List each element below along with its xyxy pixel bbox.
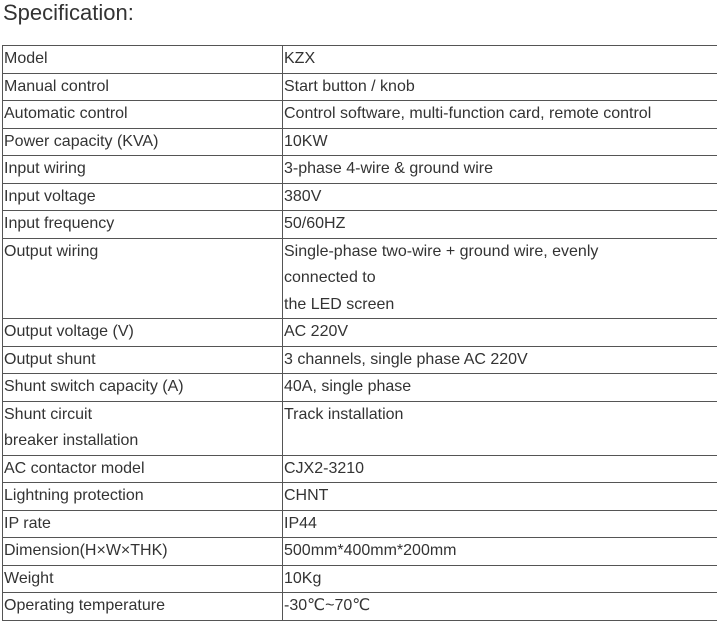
table-row bbox=[3, 46, 717, 74]
table-row bbox=[3, 483, 717, 511]
spec-value: Start button / knob bbox=[284, 77, 415, 95]
spec-value-cell bbox=[283, 128, 717, 156]
spec-label-cell bbox=[3, 346, 283, 374]
spec-label: Output shunt bbox=[4, 350, 96, 368]
spec-label: Input voltage bbox=[4, 187, 96, 205]
spec-label: breaker installation bbox=[4, 432, 139, 449]
specification-table-body bbox=[3, 46, 717, 621]
spec-value-cell bbox=[283, 455, 717, 483]
spec-label-cell bbox=[3, 565, 283, 593]
spec-label-cell bbox=[3, 319, 283, 347]
spec-value-cell bbox=[283, 238, 717, 319]
table-row bbox=[3, 593, 717, 621]
spec-label-cell bbox=[3, 483, 283, 511]
spec-value: 3 channels, single phase AC 220V bbox=[284, 350, 528, 368]
spec-value-cell bbox=[283, 183, 717, 211]
spec-value-cell bbox=[283, 483, 717, 511]
spec-value: 10KW bbox=[284, 132, 328, 150]
table-row bbox=[3, 401, 717, 455]
spec-value: AC 220V bbox=[284, 323, 349, 340]
spec-value: connected to bbox=[284, 269, 376, 286]
table-row bbox=[3, 346, 717, 374]
spec-label: Input frequency bbox=[4, 215, 115, 232]
table-row bbox=[3, 128, 717, 156]
spec-label-cell bbox=[3, 593, 283, 621]
spec-value: CJX2-3210 bbox=[284, 459, 365, 477]
spec-label: Output wiring bbox=[4, 242, 99, 260]
table-row bbox=[3, 183, 717, 211]
spec-value: 40A, single phase bbox=[284, 378, 412, 395]
spec-value: Single-phase two-wire + ground wire, evenly bbox=[284, 242, 599, 260]
table-row bbox=[3, 73, 717, 101]
spec-label-cell bbox=[3, 128, 283, 156]
spec-label: Operating temperature bbox=[4, 597, 165, 614]
spec-value-cell bbox=[283, 101, 717, 129]
spec-label-cell bbox=[3, 401, 283, 455]
spec-label-cell bbox=[3, 211, 283, 239]
spec-label-cell bbox=[3, 455, 283, 483]
spec-value: IP44 bbox=[284, 514, 317, 532]
spec-label-cell bbox=[3, 238, 283, 319]
spec-value-cell bbox=[283, 374, 717, 402]
table-row bbox=[3, 319, 717, 347]
spec-label-cell bbox=[3, 374, 283, 402]
spec-label-cell bbox=[3, 46, 283, 74]
spec-label: Weight bbox=[4, 569, 54, 587]
table-row bbox=[3, 455, 717, 483]
spec-label-cell bbox=[3, 156, 283, 184]
page-title: Specification: bbox=[3, 0, 134, 25]
spec-value: CHNT bbox=[284, 487, 329, 504]
spec-label: Manual control bbox=[4, 77, 109, 95]
table-row bbox=[3, 510, 717, 538]
spec-value-cell bbox=[283, 510, 717, 538]
spec-label: Shunt circuit bbox=[4, 405, 93, 423]
spec-label: Input wiring bbox=[4, 160, 86, 177]
spec-value-cell bbox=[283, 319, 717, 347]
spec-value-cell bbox=[283, 73, 717, 101]
spec-value: 10Kg bbox=[284, 569, 322, 587]
spec-value-cell bbox=[283, 538, 717, 566]
spec-value-cell bbox=[283, 593, 717, 621]
spec-label: Model bbox=[4, 50, 48, 67]
spec-label-cell bbox=[3, 538, 283, 566]
spec-label: Output voltage (V) bbox=[4, 323, 134, 340]
spec-value: 380V bbox=[284, 187, 322, 205]
spec-label: Power capacity (KVA) bbox=[4, 132, 159, 150]
spec-label: Lightning protection bbox=[4, 487, 144, 504]
spec-label-cell bbox=[3, 510, 283, 538]
spec-label: AC contactor model bbox=[4, 459, 145, 477]
spec-value-cell bbox=[283, 401, 717, 455]
spec-value-cell bbox=[283, 346, 717, 374]
spec-label-cell bbox=[3, 73, 283, 101]
spec-value: 500mm*400mm*200mm bbox=[284, 542, 457, 559]
spec-value-cell bbox=[283, 156, 717, 184]
spec-value-cell bbox=[283, 565, 717, 593]
table-row bbox=[3, 101, 717, 129]
spec-value: KZX bbox=[284, 50, 316, 67]
spec-label: Dimension(H×W×THK) bbox=[4, 542, 168, 559]
spec-label: Automatic control bbox=[4, 105, 128, 122]
spec-label-cell bbox=[3, 183, 283, 211]
table-row bbox=[3, 211, 717, 239]
table-row bbox=[3, 238, 717, 319]
spec-value-cell bbox=[283, 211, 717, 239]
spec-value: Control software, multi-function card, remote control bbox=[284, 105, 652, 122]
spec-label-cell bbox=[3, 101, 283, 129]
table-row bbox=[3, 374, 717, 402]
spec-value-cell bbox=[283, 46, 717, 74]
spec-value: 3-phase 4-wire & ground wire bbox=[284, 160, 493, 177]
spec-value: 50/60HZ bbox=[284, 215, 346, 232]
table-row bbox=[3, 538, 717, 566]
spec-value: Track installation bbox=[284, 405, 404, 423]
spec-value: -30℃~70℃ bbox=[284, 597, 371, 614]
spec-label: Shunt switch capacity (A) bbox=[4, 378, 184, 395]
table-row bbox=[3, 565, 717, 593]
spec-value: the LED screen bbox=[284, 295, 395, 313]
spec-label: IP rate bbox=[4, 514, 51, 532]
specification-table bbox=[2, 45, 717, 621]
table-row bbox=[3, 156, 717, 184]
